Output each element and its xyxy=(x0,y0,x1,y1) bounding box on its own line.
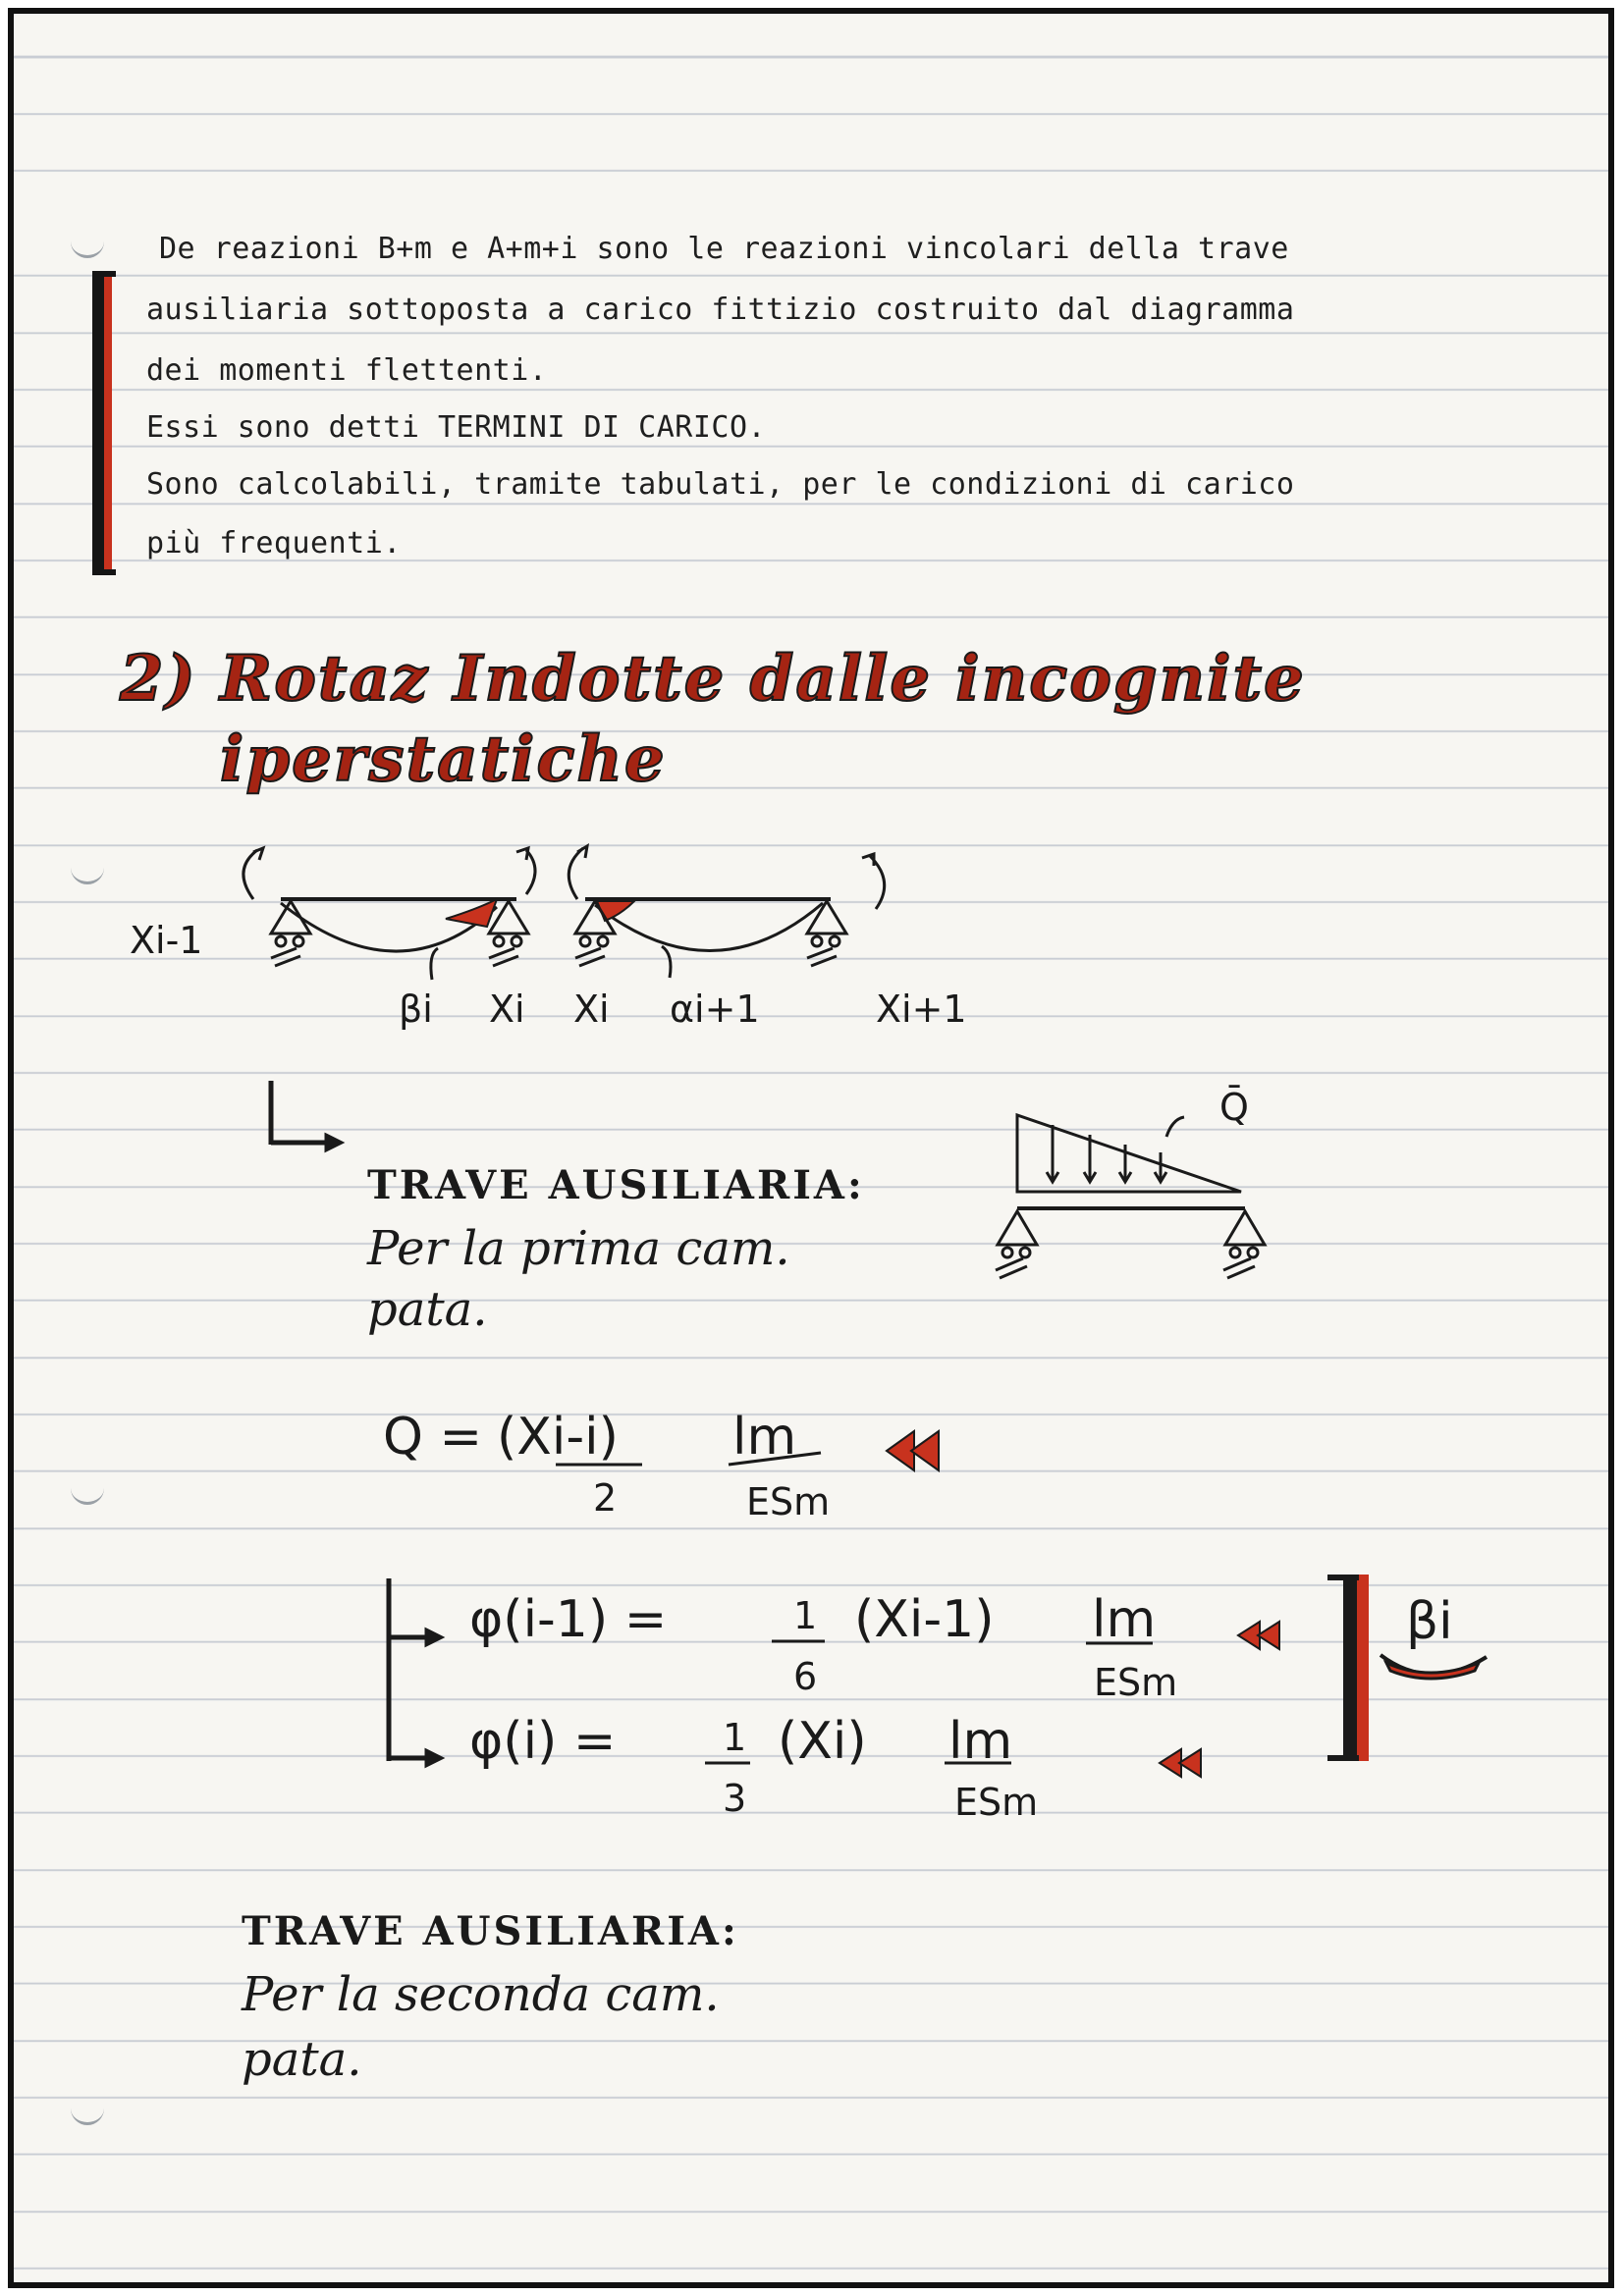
section-number: 2) xyxy=(120,642,197,716)
label-left-moment: Xi-1 xyxy=(130,919,203,962)
formula-phi2-frac-den: ESm xyxy=(954,1781,1039,1824)
formula-phi1-frac-num: lm xyxy=(1092,1590,1157,1649)
formula-phi2-term: (Xi) xyxy=(778,1712,867,1771)
trave2-heading: TRAVE AUSILIARIA: xyxy=(242,1908,739,1954)
formula-phi1-coef-den: 6 xyxy=(793,1655,818,1698)
typed-line: ausiliaria sottoposta a carico fittizio costruito dal diagramma xyxy=(146,293,1295,327)
typed-line: dei momenti flettenti. xyxy=(146,353,548,388)
formula-q-frac-den: ESm xyxy=(746,1480,831,1523)
typed-line: più frequenti. xyxy=(146,526,402,561)
trave2-line2: pata. xyxy=(242,2032,362,2087)
formula-phi1-coef-num: 1 xyxy=(793,1594,818,1637)
formula-q-numerator: (Xi-i) xyxy=(497,1408,619,1467)
load-label: Q̄ xyxy=(1219,1086,1249,1129)
label-beta: βi xyxy=(399,988,433,1031)
label-xi-left: Xi xyxy=(489,988,525,1031)
formula-phi2-frac-num: lm xyxy=(948,1712,1013,1771)
formula-phi1-lhs: φ(i-1) = xyxy=(469,1590,668,1649)
formula-phi1-term: (Xi-1) xyxy=(854,1590,995,1649)
trave1-line1: Per la prima cam. xyxy=(367,1221,790,1276)
trave1-heading: TRAVE AUSILIARIA: xyxy=(367,1162,865,1208)
trave1-line2: pata. xyxy=(367,1282,488,1337)
typed-line: Sono calcolabili, tramite tabulati, per le condizioni di carico xyxy=(146,467,1295,502)
result-beta-label: βi xyxy=(1406,1592,1453,1651)
section-title-line1: Rotaz Indotte dalle incognite xyxy=(220,642,1306,716)
trave2-line1: Per la seconda cam. xyxy=(242,1967,720,2022)
formula-q-denominator: 2 xyxy=(593,1476,618,1520)
section-title-line2: iperstatiche xyxy=(220,722,667,796)
formula-phi2-coef-num: 1 xyxy=(723,1716,747,1759)
label-xi-right: Xi xyxy=(573,988,610,1031)
typed-line: De reazioni B+m e A+m+i sono le reazioni vincolari della trave xyxy=(159,232,1289,266)
label-right-moment: Xi+1 xyxy=(876,988,967,1031)
label-alpha: αi+1 xyxy=(670,988,760,1031)
typed-line: Essi sono detti TERMINI DI CARICO. xyxy=(146,410,767,445)
formula-phi2-coef-den: 3 xyxy=(723,1777,747,1820)
formula-q-frac-num: lm xyxy=(732,1408,797,1467)
formula-phi1-frac-den: ESm xyxy=(1094,1661,1178,1704)
formula-q-lhs: Q = xyxy=(383,1408,483,1467)
notebook-page xyxy=(8,8,1614,2288)
formula-phi2-lhs: φ(i) = xyxy=(469,1712,617,1771)
